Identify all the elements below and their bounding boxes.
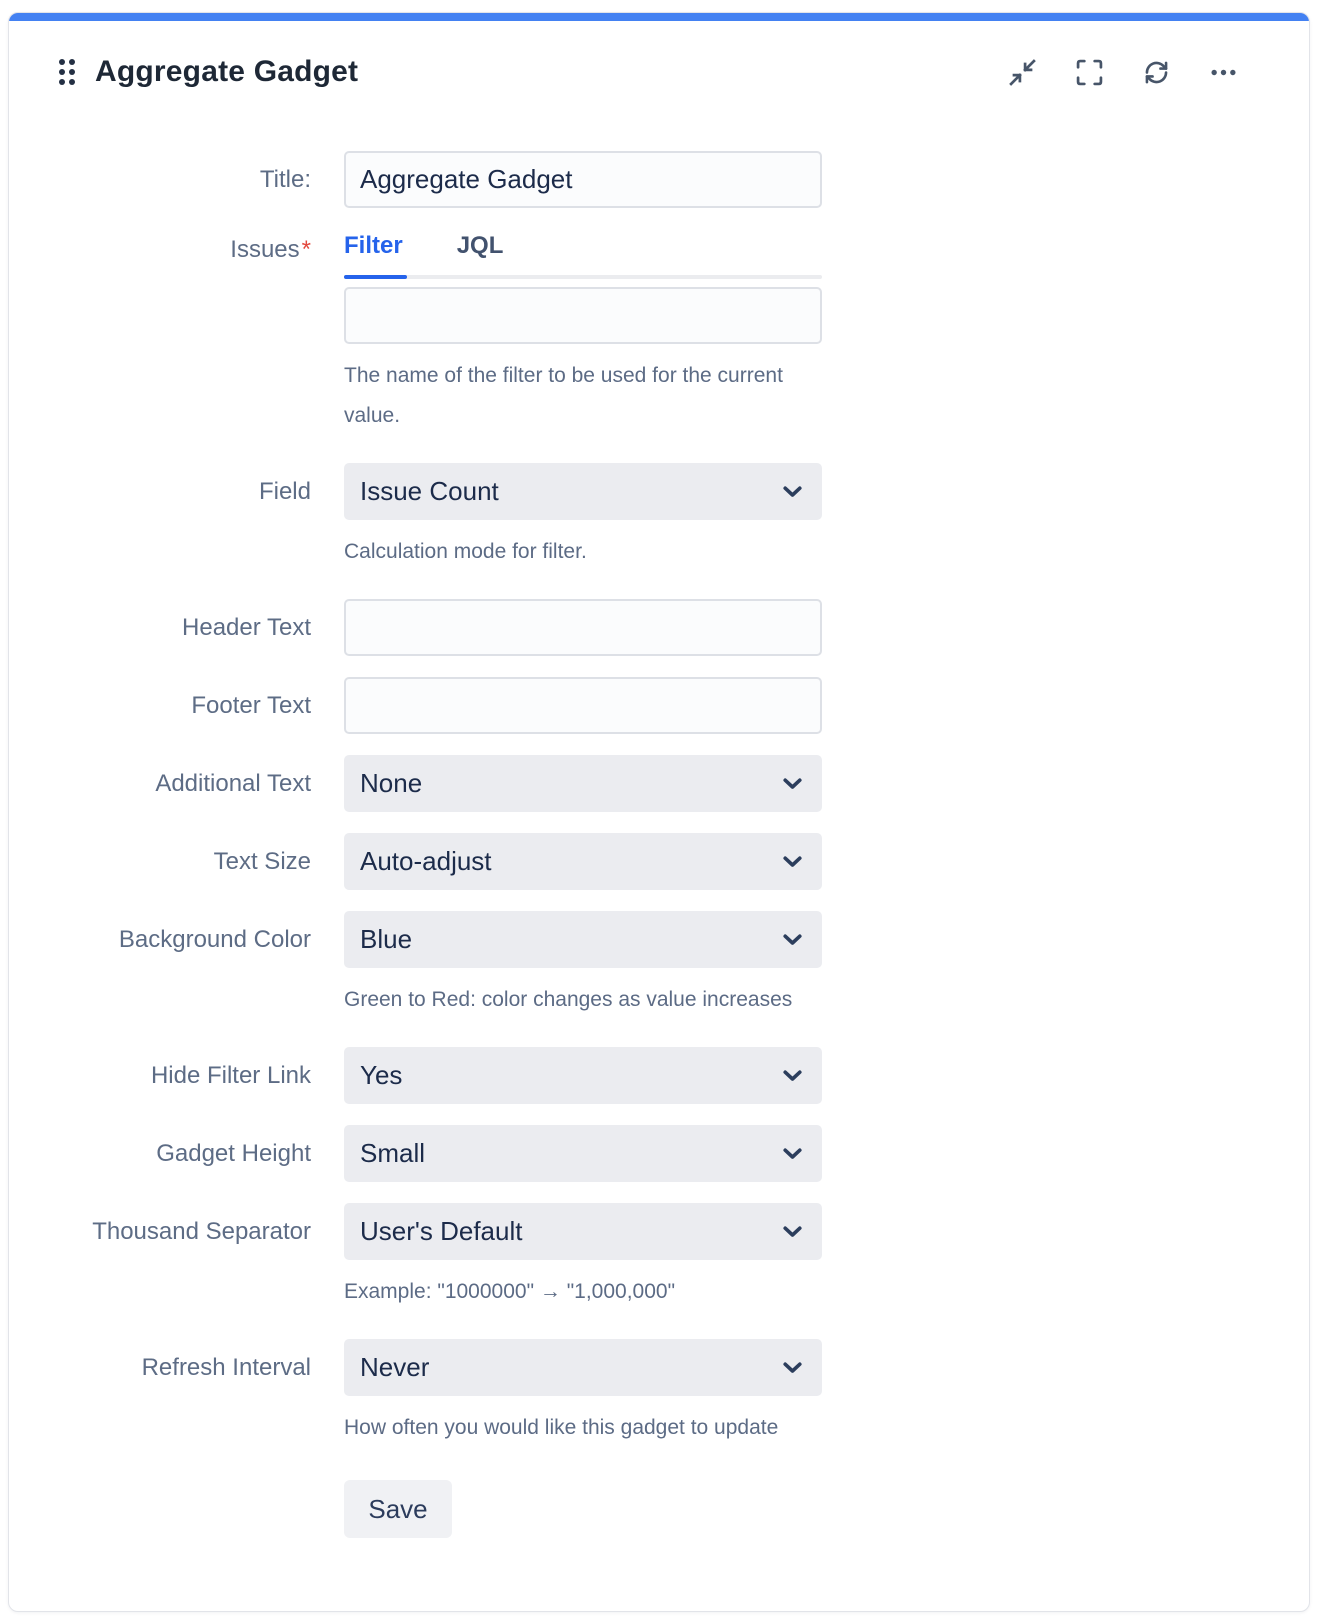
refresh-button[interactable] (1143, 59, 1170, 86)
gadget-header (9, 21, 1309, 89)
chevron-down-icon (783, 1362, 802, 1374)
chevron-down-icon (783, 778, 802, 790)
hide-filter-link-select[interactable] (344, 1047, 822, 1104)
save-row-spacer (71, 1480, 311, 1537)
gadget-title: Aggregate Gadget (95, 55, 359, 88)
chevron-down-icon (783, 856, 802, 868)
gadget-config-form (9, 89, 1309, 1538)
footer-text-input[interactable] (344, 677, 822, 734)
filter-help-text: The name of the filter to be used for the current value. (344, 364, 783, 427)
text-size-row (71, 833, 1309, 890)
refresh-interval-select-value: Never (360, 1352, 430, 1382)
gadget-height-select[interactable] (344, 1125, 822, 1182)
issues-tabs (344, 229, 822, 279)
text-size-select[interactable] (344, 833, 822, 890)
hide-filter-link-select-value: Yes (360, 1060, 403, 1090)
chevron-down-icon (783, 1148, 802, 1160)
fullscreen-button[interactable] (1076, 59, 1103, 86)
issues-label: Issues * (230, 236, 311, 263)
chevron-down-icon (783, 1070, 802, 1082)
footer-text-row (71, 677, 1309, 734)
background-color-select-value: Blue (360, 924, 413, 954)
save-button[interactable]: Save (344, 1480, 452, 1538)
hide-filter-link-label: Hide Filter Link (150, 1061, 311, 1089)
title-row (71, 151, 1309, 208)
header-text-input[interactable] (344, 599, 822, 656)
more-icon (1210, 59, 1237, 86)
background-color-help-text: Green to Red: color changes as value increases (344, 988, 793, 1011)
refresh-interval-row (71, 1339, 1309, 1454)
additional-text-label: Additional Text (155, 769, 311, 797)
tab-filter[interactable]: Filter (344, 229, 403, 263)
background-color-select[interactable] (344, 911, 822, 968)
more-button[interactable] (1210, 59, 1237, 86)
fullscreen-icon (1076, 59, 1103, 86)
thousand-separator-select-value: User's Default (360, 1216, 523, 1246)
text-size-label: Text Size (213, 847, 311, 875)
footer-text-label: Footer Text (191, 691, 311, 719)
thousand-separator-select[interactable] (344, 1203, 822, 1260)
gadget-actions (1009, 59, 1237, 86)
field-label: Field (258, 477, 311, 505)
field-row (71, 463, 1309, 578)
gadget-height-label: Gadget Height (156, 1139, 311, 1167)
filter-name-input[interactable] (344, 287, 822, 344)
refresh-icon (1143, 59, 1170, 86)
header-text-label: Header Text (182, 613, 311, 641)
save-row (71, 1480, 1309, 1538)
chevron-down-icon (783, 1226, 802, 1238)
field-select-value: Issue Count (360, 476, 499, 506)
chevron-down-icon (783, 486, 802, 498)
gadget-height-row (71, 1125, 1309, 1182)
title-label: Title: (259, 165, 311, 193)
background-color-row (71, 911, 1309, 1026)
collapse-icon (1009, 59, 1036, 86)
tab-jql[interactable]: JQL (456, 232, 504, 259)
drag-handle-icon[interactable] (57, 57, 77, 87)
top-accent-bar (9, 13, 1309, 21)
thousand-separator-label: Thousand Separator (92, 1217, 311, 1245)
field-select[interactable] (344, 463, 822, 520)
refresh-interval-label: Refresh Interval (141, 1353, 311, 1381)
title-input[interactable] (344, 151, 822, 208)
additional-text-row (71, 755, 1309, 812)
background-color-label: Background Color (118, 925, 311, 953)
thousand-separator-row (71, 1203, 1309, 1318)
thousand-separator-help-text: Example: "1000000" → "1,000,000" (344, 1280, 676, 1303)
text-size-select-value: Auto-adjust (360, 846, 492, 876)
chevron-down-icon (783, 934, 802, 946)
additional-text-select[interactable] (344, 755, 822, 812)
gadget-height-select-value: Small (360, 1138, 426, 1168)
field-help-text: Calculation mode for filter. (344, 540, 587, 563)
refresh-interval-help-text: How often you would like this gadget to update (344, 1416, 779, 1439)
gadget-card (8, 12, 1310, 1612)
required-asterisk: * (301, 236, 311, 263)
hide-filter-link-row (71, 1047, 1309, 1104)
collapse-button[interactable] (1009, 59, 1036, 86)
refresh-interval-select[interactable] (344, 1339, 822, 1396)
issues-row (71, 229, 1309, 442)
header-text-row (71, 599, 1309, 656)
additional-text-select-value: None (360, 768, 423, 798)
